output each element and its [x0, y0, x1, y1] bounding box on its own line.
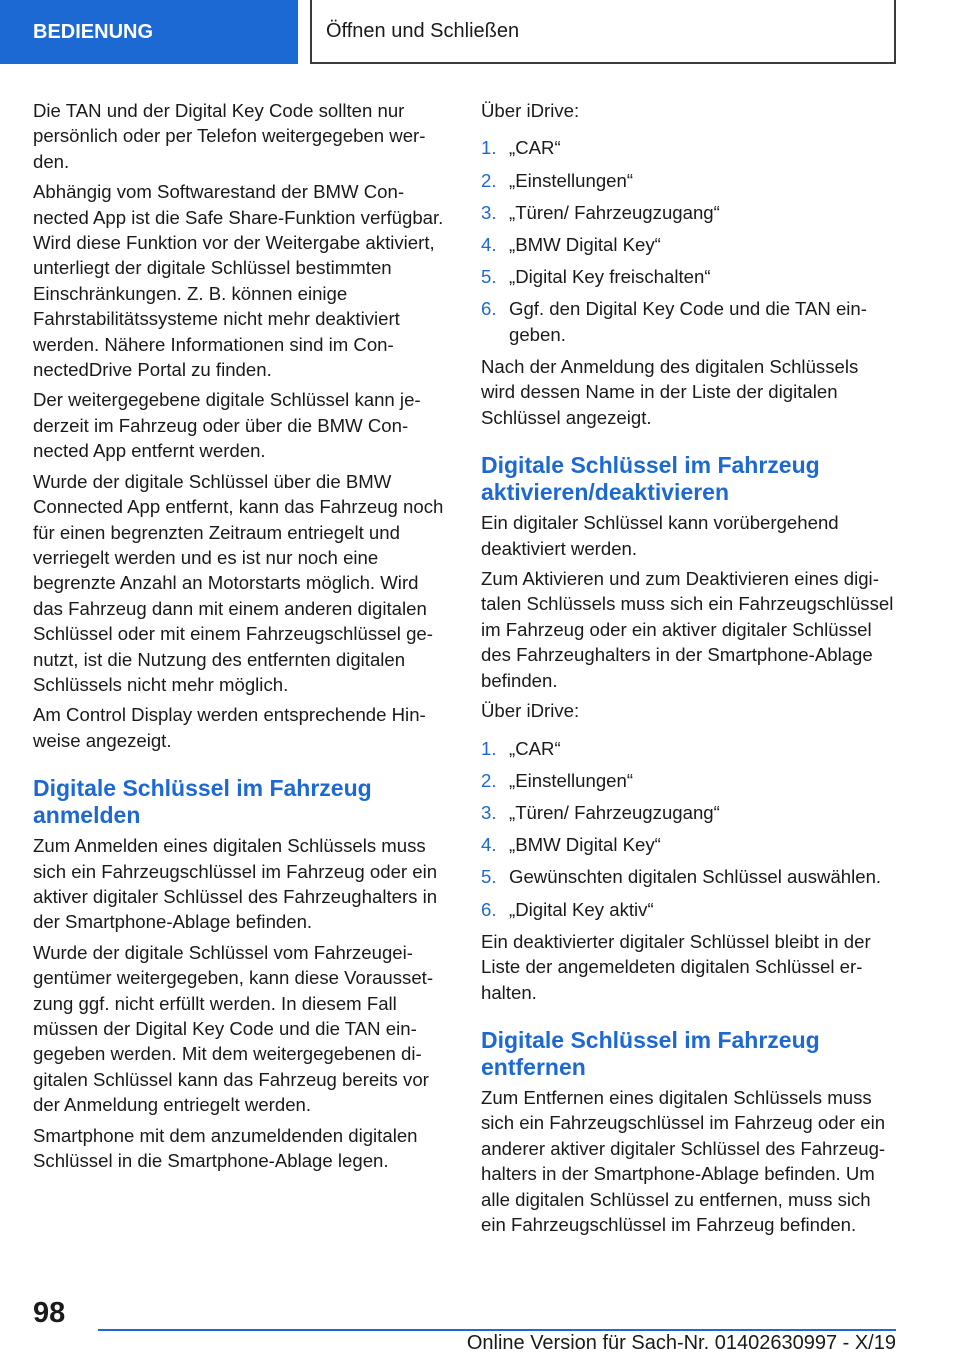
step-number: 5. [481, 866, 497, 888]
step-text: Gewünschten digitalen Schlüssel auswählen. [509, 866, 882, 888]
step-text: Ggf. den Digital Key Code und die TAN eingeben. [509, 298, 867, 345]
step-number: 6. [481, 298, 497, 320]
paragraph: Über iDrive: [481, 700, 580, 722]
steps-list [481, 736, 897, 922]
section-tab [0, 0, 298, 64]
list-item [481, 264, 897, 289]
step-text: „BMW Digital Key“ [509, 234, 661, 256]
page-number: 98 [33, 1297, 66, 1329]
list-item [481, 832, 897, 857]
paragraph: Der weitergegebene digitale Schlüssel kann jederzeit im Fahrzeug oder über die BMW Connected App entfernt werden. [33, 389, 421, 462]
step-number: 6. [481, 898, 497, 920]
paragraph: Die TAN und der Digital Key Code sollten nur persönlich oder per Telefon weitergegeben werden. [33, 100, 426, 172]
step-number: 1. [481, 737, 497, 759]
step-number: 3. [481, 801, 497, 823]
step-text: „Einstellungen“ [509, 769, 634, 791]
section-heading: Digitale Schlüssel im Fahrzeug anmelden [33, 775, 372, 829]
paragraph: Ein digitaler Schlüssel kann vorübergehend deaktiviert werden. [481, 512, 839, 559]
paragraph: Abhängig vom Softwarestand der BMW Connected App ist die Safe Share-Funktion verfügbar. Wird diese Funktion vor der Weitergabe aktiviert, unterliegt der digitale Schlüssel bestimmten Einschränkungen. Z. B. können einige Fahrstabilitätssysteme nicht mehr deaktiviert werden. Nähere Informationen sind im ConnectedDrive Portal zu finden. [33, 181, 444, 381]
left-column [33, 98, 451, 1178]
paragraph: Ein deaktivierter digitaler Schlüssel bleibt in der Liste der angemeldeten digitalen Schlüssel erhalten. [481, 930, 871, 1003]
footer-divider [98, 1329, 896, 1331]
step-text: „Digital Key aktiv“ [509, 898, 654, 920]
step-text: „Türen/ Fahrzeugzugang“ [509, 201, 720, 223]
steps-list [481, 135, 897, 347]
list-item [481, 736, 897, 761]
paragraph: Zum Aktivieren und zum Deaktivieren eines digitalen Schlüssels muss sich ein Fahrzeugschlüssel im Fahrzeug oder ein aktiver digitaler Schlüssel des Fahrzeughalters in der Smartphone-Ablage befinden. [481, 568, 894, 691]
list-item [481, 800, 897, 825]
step-number: 1. [481, 137, 497, 159]
step-text: „Türen/ Fahrzeugzugang“ [509, 801, 720, 823]
paragraph: Über iDrive: [481, 100, 580, 121]
list-item [481, 232, 897, 257]
step-text: „Einstellungen“ [509, 169, 634, 191]
step-text: „CAR“ [509, 137, 561, 159]
list-item [481, 200, 897, 225]
paragraph: Wurde der digitale Schlüssel vom Fahrzeugeigentümer weitergegeben, kann diese Voraussetzung ggf. nicht erfüllt werden. In diesem Fall müssen der Digital Key Code und die TAN eingegeben werden. Mit dem weitergegebenen digitalen Schlüssel kann das Fahrzeug bereits vor der Anmeldung entriegelt werden. [33, 941, 434, 1116]
section-heading: Digitale Schlüssel im Fahrzeug aktivieren/deaktivieren [481, 452, 820, 506]
list-item [481, 897, 897, 922]
paragraph: Am Control Display werden entsprechende Hinweise angezeigt. [33, 704, 426, 751]
step-number: 4. [481, 834, 497, 856]
list-item [481, 168, 897, 193]
step-text: „CAR“ [509, 737, 561, 759]
step-number: 3. [481, 201, 497, 223]
step-number: 2. [481, 769, 497, 791]
step-number: 4. [481, 234, 497, 256]
list-item [481, 864, 897, 889]
section-heading: Digitale Schlüssel im Fahrzeug entfernen [481, 1026, 820, 1080]
paragraph: Zum Entfernen eines digitalen Schlüssels muss sich ein Fahrzeugschlüssel im Fahrzeug oder ein anderer aktiver digitaler Schlüssel des Fahrzeughalters in der Smartphone-Ablage befinden. Um alle digitalen Schlüssel zu entfernen, muss sich ein Fahrzeugschlüssel im Fahrzeug befinden. [481, 1086, 886, 1235]
list-item [481, 768, 897, 793]
paragraph: Wurde der digitale Schlüssel über die BMW Connected App entfernt, kann das Fahrzeug noch für einen begrenzten Zeitraum entriegelt und verriegelt werden und es ist nur noch eine begrenzte Anzahl an Motorstarts möglich. Wird das Fahrzeug dann mit einem anderen digitalen Schlüssel oder mit einem Fahrzeugschlüssel genutzt, ist die Nutzung des entfernten digitalen Schlüssels nicht mehr möglich. [33, 470, 444, 695]
step-number: 2. [481, 169, 497, 191]
step-text: „BMW Digital Key“ [509, 834, 661, 856]
online-version-note: Online Version für Sach-Nr. 01402630997 - X/19 [466, 1332, 896, 1354]
step-text: „Digital Key freischalten“ [509, 266, 711, 288]
section-label: BEDIENUNG [33, 20, 154, 43]
paragraph: Zum Anmelden eines digitalen Schlüssels muss sich ein Fahrzeugschlüssel im Fahrzeug oder ein aktiver digitaler Schlüssel des Fahrzeughalters in der Smartphone-Ablage befinden. [33, 835, 438, 933]
list-item [481, 135, 897, 160]
right-column [481, 98, 897, 1242]
chapter-title: Öffnen und Schließen [326, 19, 520, 42]
chapter-header [310, 0, 896, 64]
paragraph: Smartphone mit dem anzumeldenden digitalen Schlüssel in die Smartphone-Ablage legen. [33, 1124, 418, 1172]
step-number: 5. [481, 266, 497, 288]
list-item [481, 296, 897, 347]
paragraph: Nach der Anmeldung des digitalen Schlüssels wird dessen Name in der Liste der digitalen Schlüssel angezeigt. [481, 356, 859, 428]
